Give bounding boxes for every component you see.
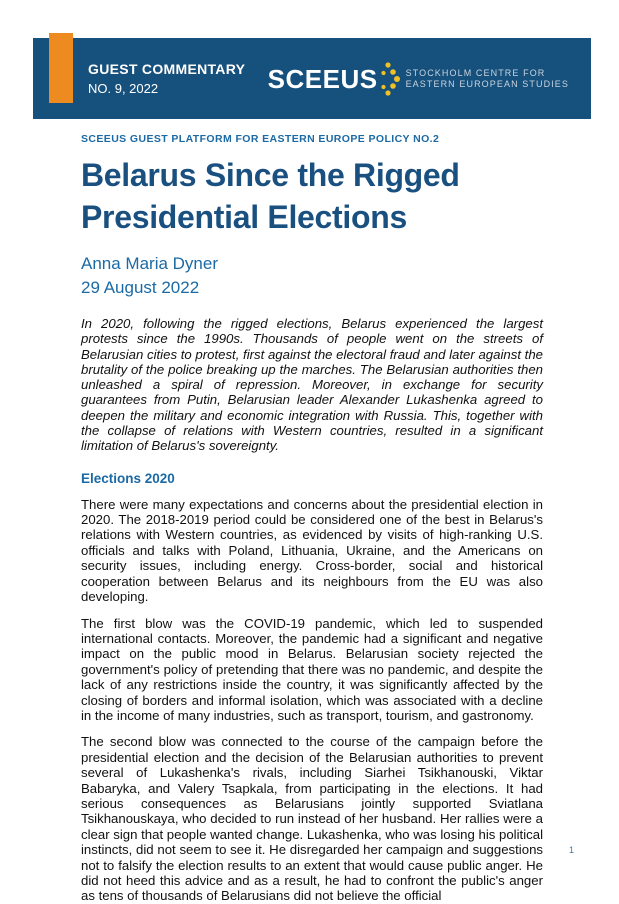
logo-tagline-line2: EASTERN EUROPEAN STUDIES bbox=[405, 78, 569, 89]
author-name: Anna Maria Dyner bbox=[81, 254, 219, 273]
publication-date: 29 August 2022 bbox=[81, 278, 200, 297]
publication-type-label: GUEST COMMENTARY bbox=[88, 61, 246, 77]
sceeus-wordmark: SCEEUS bbox=[267, 63, 378, 94]
body-paragraph-2: The first blow was the COVID-19 pandemic, which led to suspended international contacts. Moreover, the pandemic had a significant and negative impact on the public mood in Belarus. Belarusian society rejected the government's policy of pretending that there was no pandemic, and despite the lack of any restrictions inside the country, it was significantly affected by the closing of borders and informal isolation, which was associated with a decline in the income of many industries, such as transport, tourism, and gastronomy. bbox=[81, 615, 543, 723]
page-number: 1 bbox=[569, 845, 575, 855]
article-column bbox=[81, 0, 543, 904]
issue-number-label: NO. 9, 2022 bbox=[88, 81, 159, 96]
body-paragraph-1: There were many expectations and concerns about the presidential election in 2020. The 2018-2019 period could be considered one of the best in Belarus's relations with Western countries, as evidenced by visits of high-ranking U.S. officials and talks with Poland, Lithuania, Ukraine, and the Americans on security issues, including energy. Cross-border, social and historical cooperation between Belarus and its neighbours from the EU was also developing. bbox=[81, 496, 543, 605]
byline bbox=[81, 252, 543, 300]
orange-accent-block bbox=[49, 33, 73, 103]
article-title-line1: Belarus Since the Rigged bbox=[81, 157, 460, 193]
abstract-paragraph: In 2020, following the rigged elections, Belarus experienced the largest protests since the 1990s. Thousands of people went on the streets of Belarusian cities to protest, first against the electoral fraud and later against the brutality of the police breaking up the marches. The Belarusian authorities then unleashed a spiral of repression. Moreover, in exchange for security guarantees from Putin, Belarusian leader Alexander Lukashenka agreed to deepen the military and economic integration with Russia. This, together with the collapse of relations with Western countries, resulted in a significant limitation of Belarus's sovereignty. bbox=[81, 316, 543, 454]
series-eyebrow: SCEEUS GUEST PLATFORM FOR EASTERN EUROPE POLICY NO.2 bbox=[81, 133, 440, 145]
logo-tagline-line1: STOCKHOLM CENTRE FOR bbox=[405, 67, 546, 78]
section-heading-elections-2020: Elections 2020 bbox=[81, 470, 175, 486]
article-title-line2: Presidential Elections bbox=[81, 199, 407, 235]
article-title bbox=[81, 154, 543, 238]
body-paragraph-3: The second blow was connected to the course of the campaign before the presidential election and the decision of the Belarusian authorities to prevent several of Lukashenka's rivals, including Siarhei Tsikhanouski, Viktar Babaryka, and Valery Tsapkala, from participating in the elections. It had serious consequences as Belarusians jointly supported Sviatlana Tsikhanouskaya, who decided to run instead of her husband. Her rallies were a clear sign that people wanted change. Lukashenka, who was losing his political instincts, did not seem to see it. He disregarded her campaign and suggestions not to falsify the election results to an extent that would cause public anger. He did not heed this advice and as a result, he had to confront the public's anger as tens of thousands of Belarusians did not believe the official bbox=[81, 734, 543, 904]
